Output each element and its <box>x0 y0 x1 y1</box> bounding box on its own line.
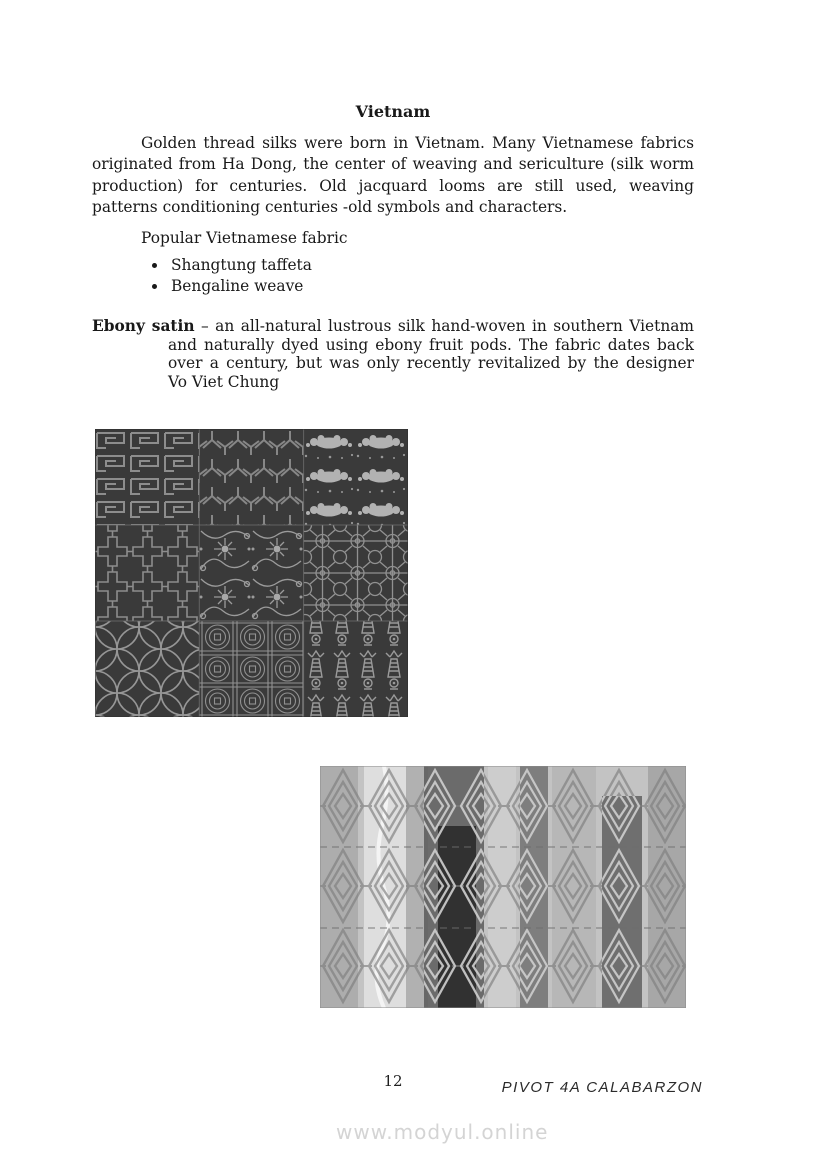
term-label: Ebony satin <box>92 317 195 335</box>
tile-circle-medallion-lattice <box>304 525 408 621</box>
tile-cross-lattice-fret <box>95 525 199 621</box>
term-description: – an all-natural lustrous silk hand-woven in southern Vietnam and naturally dyed using ebony fruit pods. The fabric dates back over a century, but was only recently revitalized by the designer Vo Viet Chung <box>168 317 694 391</box>
list-item: • Shangtung taffeta <box>168 255 588 276</box>
tile-circle-grid <box>199 621 303 717</box>
tile-cloud-motif <box>304 429 408 525</box>
tile-stylized-figures <box>304 621 408 717</box>
woven-fabric-svg <box>320 766 686 1008</box>
term-paragraph <box>92 317 694 391</box>
tile-overlapping-circles <box>95 621 199 717</box>
page-number: 12 <box>383 1072 403 1090</box>
pattern-grid-image <box>95 429 408 717</box>
list-item: • Bengaline weave <box>168 276 588 297</box>
woven-fabric-image <box>320 766 686 1008</box>
intro-paragraph: Golden thread silks were born in Vietnam. Many Vietnamese fabrics originated from Ha Dong, the center of weaving and sericulture (silk worm production) for centuries. Old jacquard looms are still used, weaving patterns conditioning centuries -old symbols and characters. <box>92 134 694 217</box>
tile-floral-scrollwork <box>199 525 303 621</box>
page-title: Vietnam <box>355 102 431 121</box>
watermark: www.modyul.online <box>336 1120 549 1144</box>
tile-interlocking-y-fret <box>199 429 303 525</box>
subheading: Popular Vietnamese fabric <box>141 229 348 247</box>
pattern-grid-svg <box>95 429 408 717</box>
fabric-list <box>92 255 588 297</box>
footer-brand: PIVOT 4A CALABARZON <box>501 1079 703 1096</box>
tile-greek-key-meander <box>95 429 199 525</box>
